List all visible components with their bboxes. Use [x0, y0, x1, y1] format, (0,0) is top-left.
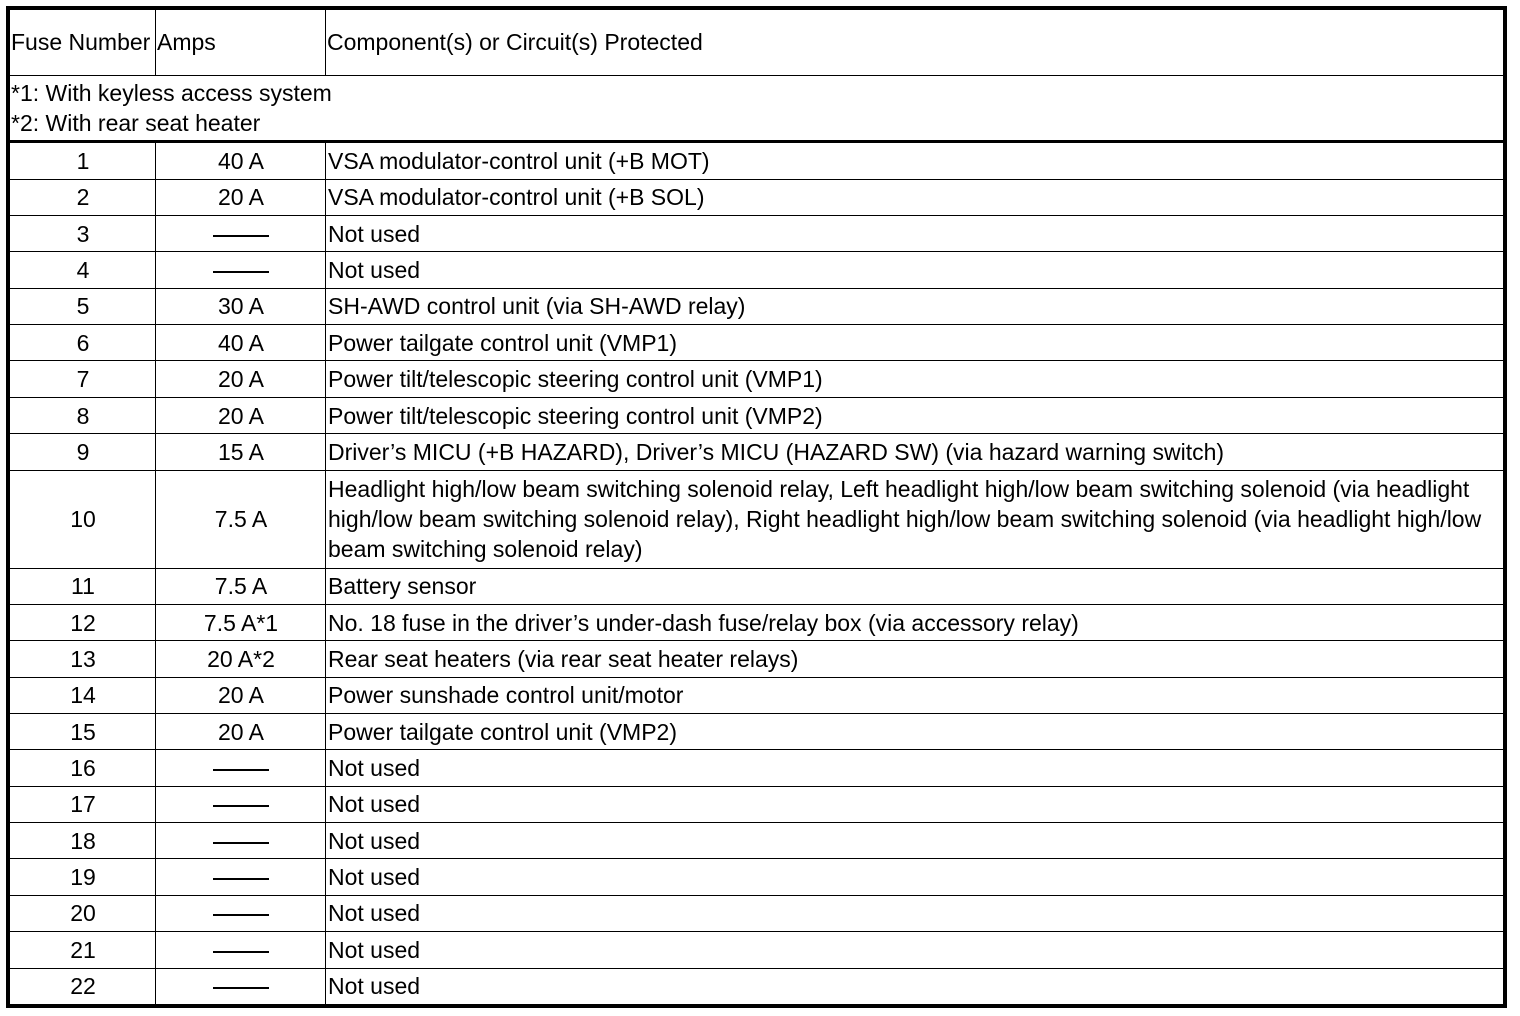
footnote-1: *1: With keyless access system [11, 79, 332, 106]
component-description-cell: Power tailgate control unit (VMP2) [326, 713, 1504, 749]
amps-cell: 20 A [156, 713, 326, 749]
table-row [10, 288, 1504, 324]
table-row [10, 895, 1504, 931]
amps-cell [156, 895, 326, 931]
fuse-number-cell: 9 [10, 434, 156, 470]
component-description-cell: Power tilt/telescopic steering control unit (VMP1) [326, 361, 1504, 397]
amps-cell: 20 A [156, 397, 326, 433]
amps-cell [156, 932, 326, 968]
fuse-number-cell: 10 [10, 470, 156, 568]
component-description-cell: Headlight high/low beam switching solenoid relay, Left headlight high/low beam switching solenoid (via headlight high/low beam switching solenoid relay), Right headlight high/low beam switching solenoid (via headlight high/low beam switching solenoid relay) [326, 470, 1504, 568]
not-applicable-dash [213, 914, 269, 916]
table-row [10, 179, 1504, 215]
component-description-cell: No. 18 fuse in the driver’s under-dash fuse/relay box (via accessory relay) [326, 604, 1504, 640]
amps-cell: 30 A [156, 288, 326, 324]
fuse-number-cell: 15 [10, 713, 156, 749]
component-description-cell: Driver’s MICU (+B HAZARD), Driver’s MICU (HAZARD SW) (via hazard warning switch) [326, 434, 1504, 470]
table-row [10, 142, 1504, 179]
fuse-number-cell: 12 [10, 604, 156, 640]
table-row [10, 434, 1504, 470]
amps-cell [156, 786, 326, 822]
component-description-cell: Power tilt/telescopic steering control unit (VMP2) [326, 397, 1504, 433]
header-amps: Amps [156, 10, 326, 76]
amps-cell: 20 A [156, 361, 326, 397]
component-description-cell: Not used [326, 216, 1504, 252]
amps-cell: 20 A [156, 179, 326, 215]
footnote-2: *2: With rear seat heater [11, 109, 261, 136]
fuse-table-container [6, 6, 1507, 1008]
not-applicable-dash [213, 805, 269, 807]
table-row [10, 786, 1504, 822]
table-row [10, 932, 1504, 968]
table-row [10, 397, 1504, 433]
component-description-cell: Power sunshade control unit/motor [326, 677, 1504, 713]
component-description-cell: Not used [326, 786, 1504, 822]
not-applicable-dash [213, 842, 269, 844]
amps-cell: 15 A [156, 434, 326, 470]
table-row [10, 604, 1504, 640]
not-applicable-dash [213, 987, 269, 989]
table-row [10, 470, 1504, 568]
fuse-table [9, 9, 1504, 1005]
table-row [10, 325, 1504, 361]
table-row [10, 859, 1504, 895]
fuse-number-cell: 14 [10, 677, 156, 713]
component-description-cell: Battery sensor [326, 568, 1504, 604]
component-description-cell: Not used [326, 823, 1504, 859]
amps-cell: 7.5 A [156, 568, 326, 604]
fuse-number-cell: 1 [10, 142, 156, 179]
fuse-number-cell: 11 [10, 568, 156, 604]
fuse-number-cell: 8 [10, 397, 156, 433]
table-row [10, 361, 1504, 397]
table-header-row [10, 10, 1504, 76]
fuse-number-cell: 17 [10, 786, 156, 822]
component-description-cell: Not used [326, 968, 1504, 1005]
amps-cell [156, 823, 326, 859]
amps-cell: 7.5 A*1 [156, 604, 326, 640]
fuse-number-cell: 6 [10, 325, 156, 361]
amps-cell: 20 A [156, 677, 326, 713]
footnotes-row [10, 75, 1504, 142]
fuse-number-cell: 5 [10, 288, 156, 324]
table-row [10, 216, 1504, 252]
fuse-number-cell: 19 [10, 859, 156, 895]
table-row [10, 568, 1504, 604]
component-description-cell: VSA modulator-control unit (+B MOT) [326, 142, 1504, 179]
component-description-cell: Power tailgate control unit (VMP1) [326, 325, 1504, 361]
amps-cell [156, 968, 326, 1005]
component-description-cell: Not used [326, 932, 1504, 968]
amps-cell: 7.5 A [156, 470, 326, 568]
not-applicable-dash [213, 951, 269, 953]
component-description-cell: SH-AWD control unit (via SH-AWD relay) [326, 288, 1504, 324]
amps-cell: 20 A*2 [156, 641, 326, 677]
component-description-cell: Rear seat heaters (via rear seat heater relays) [326, 641, 1504, 677]
table-row [10, 713, 1504, 749]
amps-cell: 40 A [156, 325, 326, 361]
fuse-number-cell: 18 [10, 823, 156, 859]
amps-cell [156, 750, 326, 786]
not-applicable-dash [213, 878, 269, 880]
amps-cell [156, 859, 326, 895]
not-applicable-dash [213, 769, 269, 771]
footnotes-cell [10, 75, 1504, 142]
fuse-number-cell: 13 [10, 641, 156, 677]
amps-cell [156, 252, 326, 288]
component-description-cell: Not used [326, 859, 1504, 895]
fuse-number-cell: 16 [10, 750, 156, 786]
fuse-number-cell: 21 [10, 932, 156, 968]
component-description-cell: Not used [326, 252, 1504, 288]
table-row [10, 641, 1504, 677]
not-applicable-dash [213, 235, 269, 237]
fuse-number-cell: 7 [10, 361, 156, 397]
amps-cell: 40 A [156, 142, 326, 179]
fuse-number-cell: 4 [10, 252, 156, 288]
component-description-cell: Not used [326, 895, 1504, 931]
component-description-cell: Not used [326, 750, 1504, 786]
fuse-number-cell: 3 [10, 216, 156, 252]
header-fuse-number: Fuse Number [10, 10, 156, 76]
amps-cell [156, 216, 326, 252]
component-description-cell: VSA modulator-control unit (+B SOL) [326, 179, 1504, 215]
not-applicable-dash [213, 271, 269, 273]
table-row [10, 750, 1504, 786]
table-row [10, 252, 1504, 288]
table-row [10, 968, 1504, 1005]
fuse-number-cell: 2 [10, 179, 156, 215]
table-row [10, 823, 1504, 859]
header-components: Component(s) or Circuit(s) Protected [326, 10, 1504, 76]
fuse-number-cell: 20 [10, 895, 156, 931]
table-row [10, 677, 1504, 713]
fuse-number-cell: 22 [10, 968, 156, 1005]
